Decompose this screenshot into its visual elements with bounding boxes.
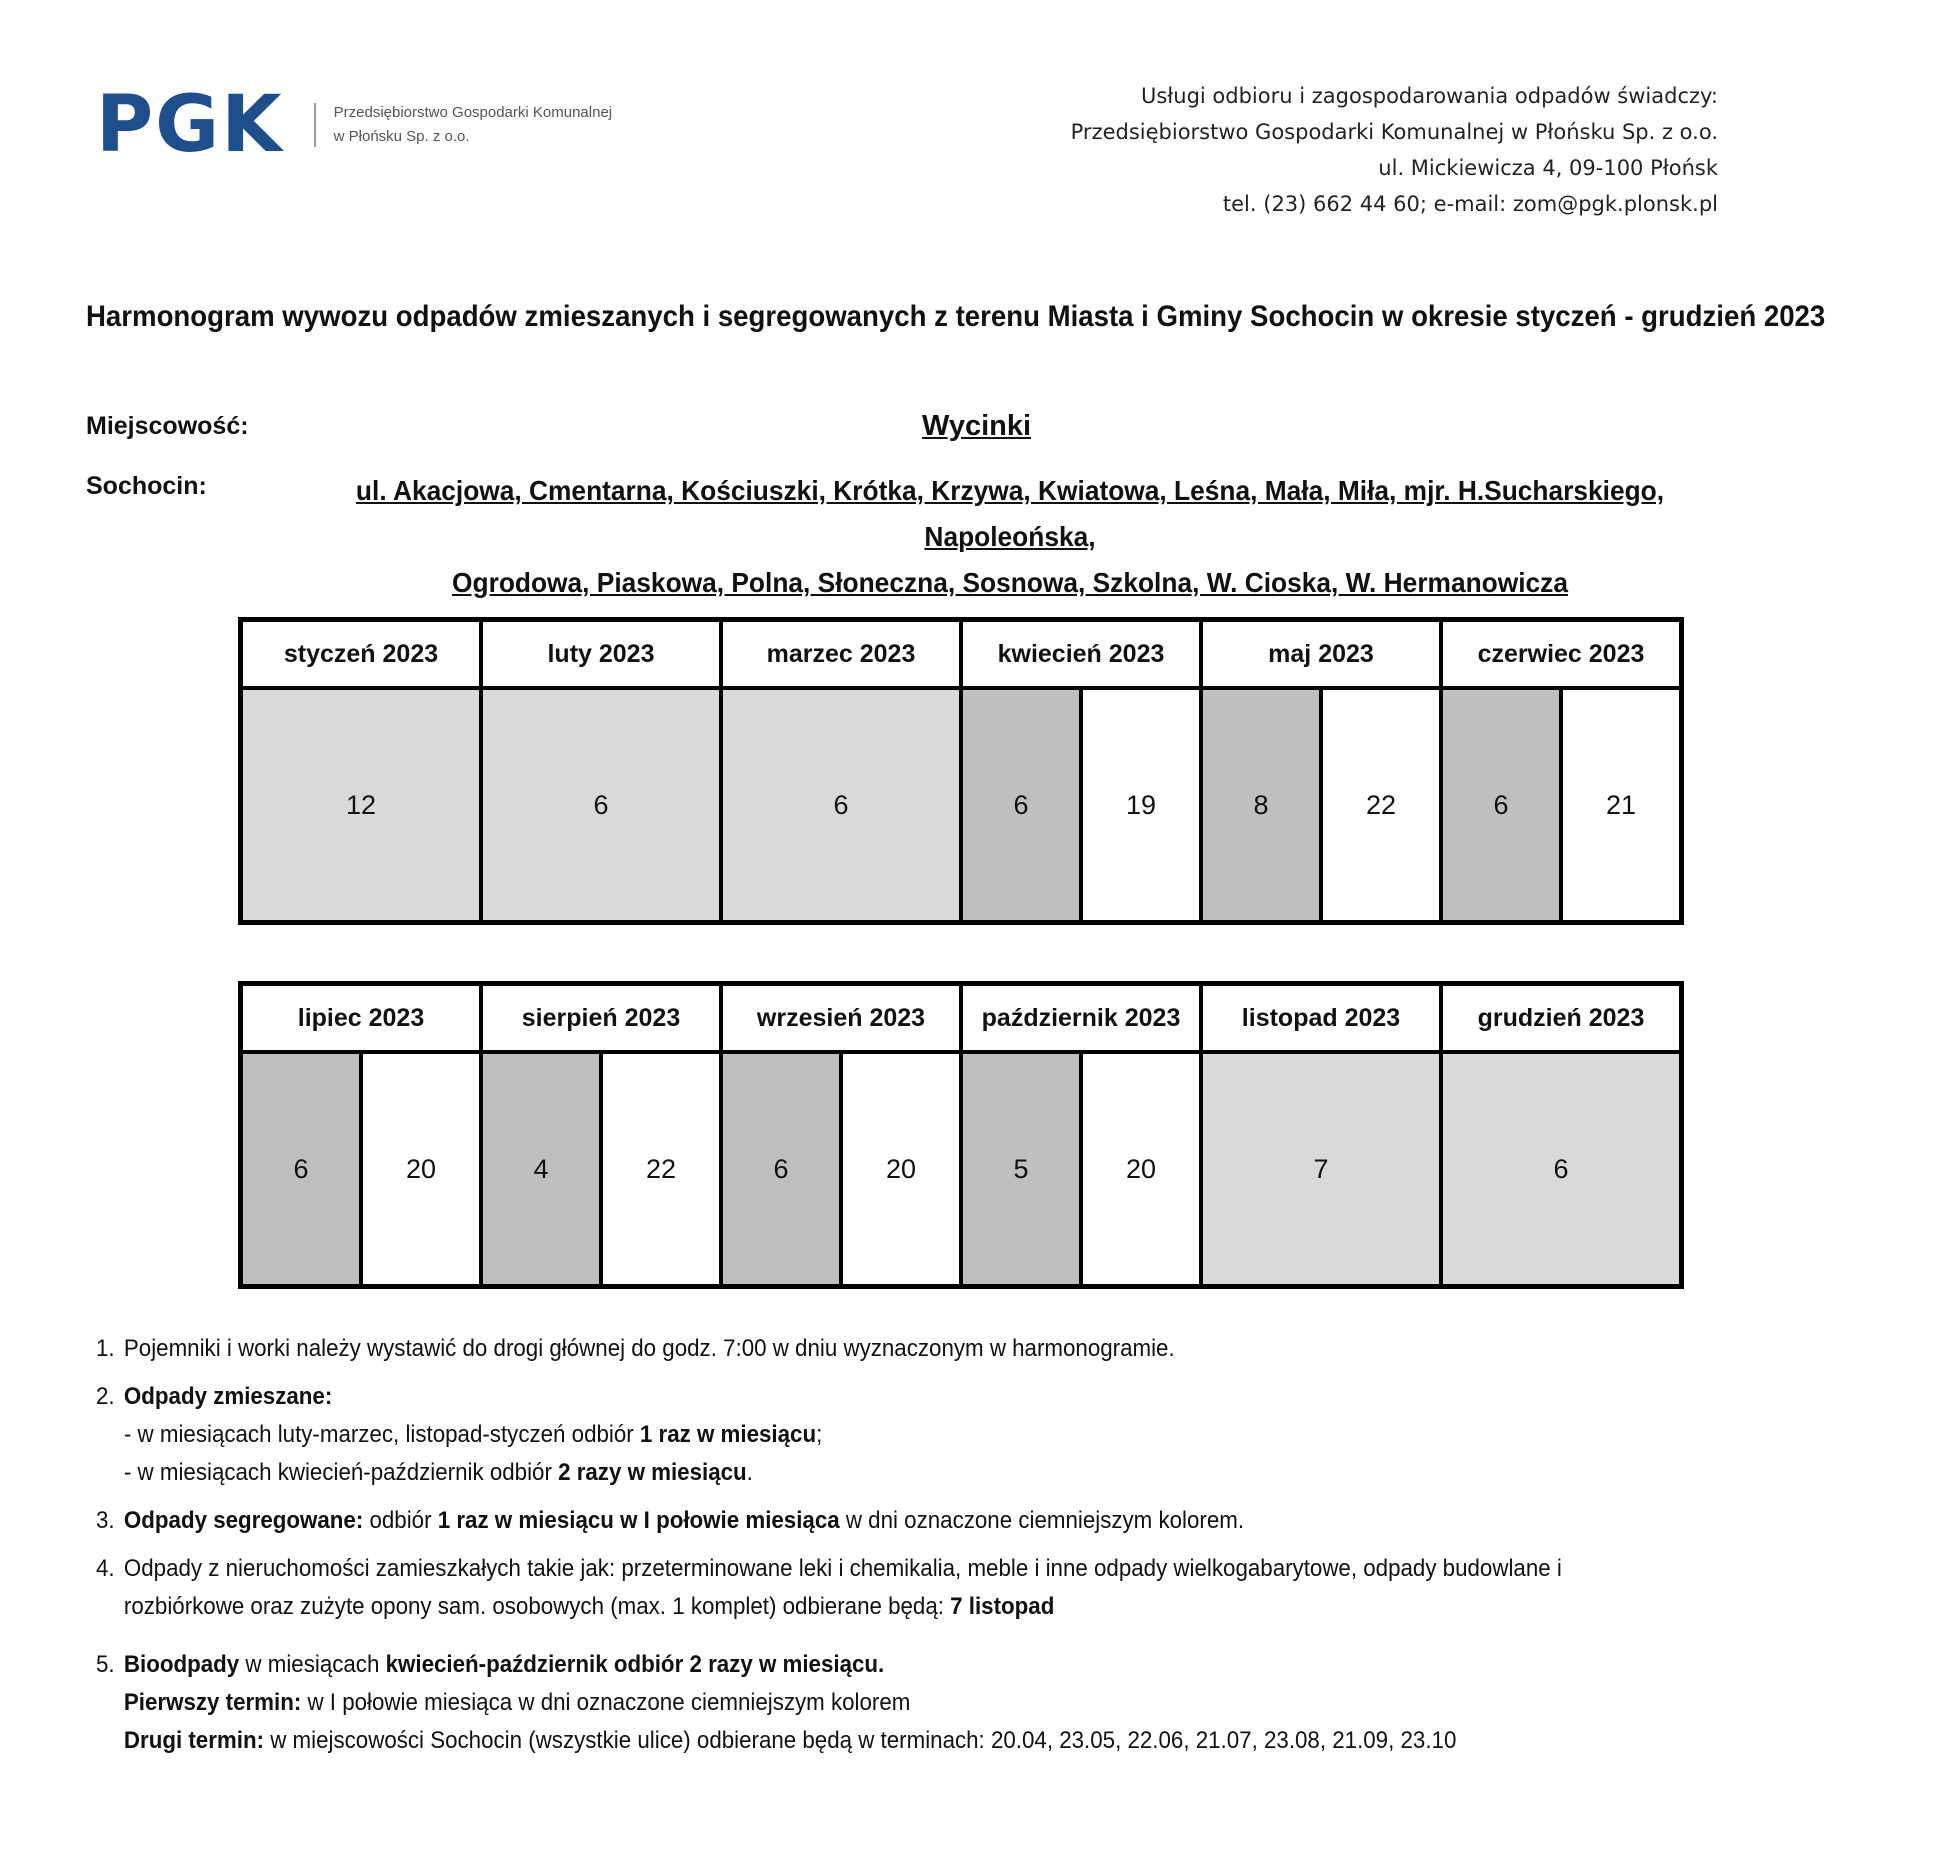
note-text: Odpady z nieruchomości zamieszkałych takie jak: przeterminowane leki i chemikalia, meble i inne odpady wielkogabarytowe, odpady budowlane i rozbiórkowe oraz zużyte opony sam. osobowych (max. 1 komplet) odbierane będą: [123,1555,1562,1620]
month-days [963,690,1199,920]
month-days [243,1054,479,1284]
note-emphasis: 1 raz w miesiącu [639,1421,817,1448]
collection-day: 5 [963,1054,1079,1284]
month-days [243,690,479,920]
collection-day: 6 [723,690,959,920]
note-3 [96,1502,1677,1540]
collection-day: 8 [1203,690,1319,920]
street-list-line: Ogrodowa, Piaskowa, Polna, Słoneczna, Sosnowa, Szkolna, W. Cioska, W. Hermanowicza [452,567,1568,598]
collection-day: 6 [1443,690,1559,920]
month-days [483,690,719,920]
month-days [1443,690,1679,920]
month-header: luty 2023 [483,622,719,686]
note-text: w miesiącach [239,1651,386,1678]
collection-day: 22 [1323,690,1439,920]
calendar-jul-dec [238,981,1684,1289]
note-text: . [746,1459,753,1486]
location-name: Wycinki [921,410,1032,442]
location-label: Miejscowość: [86,412,249,440]
month-header: maj 2023 [1203,622,1439,686]
note-number: 2. [96,1383,115,1410]
month-header: lipiec 2023 [243,986,479,1050]
provider-address: ul. Mickiewicza 4, 09-100 Płońsk [1378,156,1718,180]
note-heading: Odpady segregowane: [123,1507,364,1534]
note-1 [96,1330,1677,1368]
note-number: 5. [96,1651,115,1678]
month-header: listopad 2023 [1203,986,1439,1050]
street-list-line: ul. Akacjowa, Cmentarna, Kościuszki, Krótka, Krzywa, Kwiatowa, Leśna, Mała, Miła, mjr. H.Sucharskiego, Napoleońska, [355,475,1665,552]
streets-label: Sochocin: [86,472,207,500]
collection-day: 20 [1083,1054,1199,1284]
collection-day: 21 [1563,690,1679,920]
month-header: grudzień 2023 [1443,986,1679,1050]
collection-day: 4 [483,1054,599,1284]
collection-day: 6 [1443,1054,1679,1284]
provider-line: Przedsiębiorstwo Gospodarki Komunalnej w Płońsku Sp. z o.o. [1070,120,1718,144]
month-header: kwiecień 2023 [963,622,1199,686]
note-text: Pojemniki i worki należy wystawić do drogi głównej do godz. 7:00 w dniu wyznaczonym w harmonogramie. [123,1335,1175,1362]
note-heading: Bioodpady [123,1651,240,1678]
provider-contact: tel. (23) 662 44 60; e-mail: zom@pgk.plonsk.pl [1222,192,1718,216]
note-number: 1. [96,1335,115,1362]
collection-day: 12 [243,690,479,920]
note-text: - w miesiącach kwiecień-październik odbiór [123,1459,559,1486]
month-header: styczeń 2023 [243,622,479,686]
month-days [1203,1054,1439,1284]
logo-subtitle [334,101,612,149]
provider-info [1071,78,1718,222]
note-emphasis: kwiecień-październik odbiór 2 razy w miesiącu. [385,1651,885,1678]
collection-day: 7 [1203,1054,1439,1284]
calendar-jan-jun [238,617,1684,925]
month-header: marzec 2023 [723,622,959,686]
month-days [723,690,959,920]
page-title: Harmonogram wywozu odpadów zmieszanych i segregowanych z terenu Miasta i Gminy Sochocin w okresie styczeń - grudzień 2023 [86,300,1826,333]
note-text: - w miesiącach luty-marzec, listopad-styczeń odbiór [123,1421,640,1448]
note-heading: Odpady zmieszane: [123,1383,333,1410]
note-text: w I połowie miesiąca w dni oznaczone ciemniejszym kolorem [301,1689,911,1716]
note-subheading: Pierwszy termin: [123,1689,302,1716]
month-days [483,1054,719,1284]
note-4 [96,1550,1677,1626]
month-header: sierpień 2023 [483,986,719,1050]
month-days [1203,690,1439,920]
note-number: 3. [96,1507,115,1534]
note-text: odbiór [363,1507,438,1534]
provider-line: Usługi odbioru i zagospodarowania odpadów świadczy: [1141,84,1718,108]
logo-subtitle-line: w Płońsku Sp. z o.o. [333,128,470,145]
logo-subtitle-line: Przedsiębiorstwo Gospodarki Komunalnej [333,104,613,121]
company-logo [96,80,613,170]
note-emphasis: 2 razy w miesiącu [558,1459,747,1486]
month-days [1443,1054,1679,1284]
notes-list [96,1330,1677,1770]
collection-day: 20 [363,1054,479,1284]
month-header: czerwiec 2023 [1443,622,1679,686]
note-subheading: Drugi termin: [123,1727,265,1754]
collection-day: 6 [243,1054,359,1284]
note-5 [96,1646,1677,1760]
month-days [963,1054,1199,1284]
note-emphasis: 7 listopad [950,1593,1055,1620]
collection-day: 6 [723,1054,839,1284]
collection-day: 22 [603,1054,719,1284]
collection-day: 6 [483,690,719,920]
note-2 [96,1378,1677,1492]
note-text: w miejscowości Sochocin (wszystkie ulice) odbierane będą w terminach: 20.04, 23.05, 22.06, 21.07, 23.08, 21.09, 23.10 [264,1727,1457,1754]
month-header: październik 2023 [963,986,1199,1050]
month-header: wrzesień 2023 [723,986,959,1050]
note-text: w dni oznaczone ciemniejszym kolorem. [839,1507,1245,1534]
street-list [314,468,1705,606]
note-text: ; [816,1421,823,1448]
logo-mark: PGK [96,80,284,170]
collection-day: 19 [1083,690,1199,920]
note-emphasis: 1 raz w miesiącu w I połowie miesiąca [437,1507,840,1534]
month-days [723,1054,959,1284]
collection-day: 20 [843,1054,959,1284]
note-number: 4. [96,1555,115,1582]
collection-day: 6 [963,690,1079,920]
logo-divider [314,103,316,147]
